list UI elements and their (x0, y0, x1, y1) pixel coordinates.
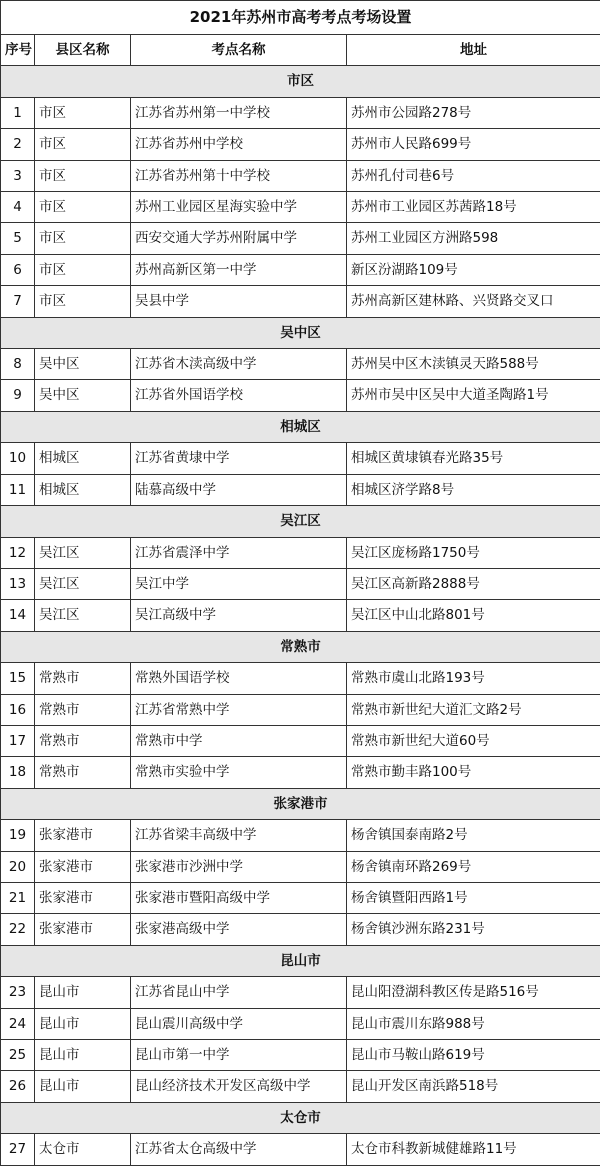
group-header-row (1, 317, 600, 348)
cell-district: 相城区 (35, 443, 131, 474)
cell-address: 常熟市虞山北路193号 (347, 663, 600, 694)
cell-school: 江苏省震泽中学 (131, 537, 347, 568)
cell-district: 昆山市 (35, 977, 131, 1008)
cell-district: 市区 (35, 129, 131, 160)
cell-address: 杨舍镇沙洲东路231号 (347, 914, 600, 945)
cell-no: 1 (1, 97, 35, 128)
cell-no: 7 (1, 286, 35, 317)
group-name: 市区 (1, 66, 600, 97)
cell-school: 吴县中学 (131, 286, 347, 317)
header-school: 考点名称 (131, 35, 347, 66)
table-row (1, 192, 600, 223)
cell-no: 8 (1, 349, 35, 380)
table-row (1, 129, 600, 160)
table-row (1, 349, 600, 380)
table-row (1, 97, 600, 128)
cell-district: 市区 (35, 160, 131, 191)
cell-address: 吴江区高新路2888号 (347, 568, 600, 599)
cell-district: 市区 (35, 192, 131, 223)
cell-school: 常熟市实验中学 (131, 757, 347, 788)
table-row (1, 914, 600, 945)
table-row (1, 600, 600, 631)
cell-district: 张家港市 (35, 882, 131, 913)
table-row (1, 977, 600, 1008)
table-title: 2021年苏州市高考考点考场设置 (1, 1, 600, 35)
cell-district: 太仓市 (35, 1134, 131, 1165)
cell-address: 昆山阳澄湖科教区传是路516号 (347, 977, 600, 1008)
cell-address: 昆山开发区南浜路518号 (347, 1071, 600, 1102)
table-row (1, 1071, 600, 1102)
cell-no: 9 (1, 380, 35, 411)
cell-district: 相城区 (35, 474, 131, 505)
cell-district: 昆山市 (35, 1040, 131, 1071)
cell-no: 12 (1, 537, 35, 568)
group-header-row (1, 411, 600, 442)
cell-district: 吴江区 (35, 600, 131, 631)
table-row (1, 380, 600, 411)
cell-school: 张家港高级中学 (131, 914, 347, 945)
cell-school: 江苏省木渎高级中学 (131, 349, 347, 380)
group-name: 昆山市 (1, 945, 600, 976)
cell-address: 苏州工业园区方洲路598 (347, 223, 600, 254)
cell-address: 苏州孔付司巷6号 (347, 160, 600, 191)
cell-no: 17 (1, 725, 35, 756)
cell-no: 16 (1, 694, 35, 725)
group-header-row (1, 631, 600, 662)
cell-address: 吴江区庞杨路1750号 (347, 537, 600, 568)
group-name: 吴中区 (1, 317, 600, 348)
table-row (1, 1008, 600, 1039)
cell-district: 吴中区 (35, 349, 131, 380)
cell-address: 相城区黄埭镇春光路35号 (347, 443, 600, 474)
cell-district: 常熟市 (35, 725, 131, 756)
cell-address: 昆山市马鞍山路619号 (347, 1040, 600, 1071)
cell-district: 市区 (35, 223, 131, 254)
cell-address: 苏州市公园路278号 (347, 97, 600, 128)
cell-district: 昆山市 (35, 1008, 131, 1039)
table-row (1, 474, 600, 505)
cell-school: 江苏省苏州第十中学校 (131, 160, 347, 191)
cell-school: 常熟外国语学校 (131, 663, 347, 694)
cell-district: 吴中区 (35, 380, 131, 411)
table-row (1, 443, 600, 474)
cell-district: 市区 (35, 97, 131, 128)
cell-address: 常熟市勤丰路100号 (347, 757, 600, 788)
cell-address: 常熟市新世纪大道汇文路2号 (347, 694, 600, 725)
cell-district: 张家港市 (35, 820, 131, 851)
table-row (1, 1040, 600, 1071)
group-header-row (1, 66, 600, 97)
cell-school: 常熟市中学 (131, 725, 347, 756)
cell-school: 吴江高级中学 (131, 600, 347, 631)
cell-no: 4 (1, 192, 35, 223)
group-name: 常熟市 (1, 631, 600, 662)
cell-school: 江苏省太仓高级中学 (131, 1134, 347, 1165)
cell-no: 22 (1, 914, 35, 945)
cell-no: 25 (1, 1040, 35, 1071)
table-row (1, 1134, 600, 1165)
cell-address: 苏州高新区建林路、兴贤路交叉口 (347, 286, 600, 317)
cell-district: 常熟市 (35, 694, 131, 725)
cell-district: 常熟市 (35, 663, 131, 694)
cell-school: 江苏省外国语学校 (131, 380, 347, 411)
cell-school: 江苏省苏州中学校 (131, 129, 347, 160)
table-row (1, 160, 600, 191)
cell-school: 苏州高新区第一中学 (131, 254, 347, 285)
cell-no: 10 (1, 443, 35, 474)
cell-district: 吴江区 (35, 537, 131, 568)
cell-school: 吴江中学 (131, 568, 347, 599)
table-row (1, 725, 600, 756)
cell-school: 陆慕高级中学 (131, 474, 347, 505)
cell-no: 14 (1, 600, 35, 631)
cell-school: 张家港市暨阳高级中学 (131, 882, 347, 913)
cell-district: 常熟市 (35, 757, 131, 788)
cell-no: 19 (1, 820, 35, 851)
cell-no: 5 (1, 223, 35, 254)
group-header-row (1, 506, 600, 537)
cell-no: 26 (1, 1071, 35, 1102)
table-row (1, 223, 600, 254)
cell-school: 江苏省黄埭中学 (131, 443, 347, 474)
table-row (1, 663, 600, 694)
title-row (1, 1, 600, 35)
cell-district: 吴江区 (35, 568, 131, 599)
table-row (1, 286, 600, 317)
cell-no: 18 (1, 757, 35, 788)
cell-no: 3 (1, 160, 35, 191)
group-name: 太仓市 (1, 1102, 600, 1133)
cell-district: 市区 (35, 286, 131, 317)
header-row (1, 35, 600, 66)
cell-school: 张家港市沙洲中学 (131, 851, 347, 882)
cell-school: 昆山震川高级中学 (131, 1008, 347, 1039)
table-row (1, 537, 600, 568)
cell-no: 15 (1, 663, 35, 694)
cell-school: 江苏省梁丰高级中学 (131, 820, 347, 851)
cell-school: 江苏省常熟中学 (131, 694, 347, 725)
group-name: 相城区 (1, 411, 600, 442)
cell-school: 昆山经济技术开发区高级中学 (131, 1071, 347, 1102)
table-row (1, 882, 600, 913)
cell-district: 张家港市 (35, 914, 131, 945)
cell-district: 市区 (35, 254, 131, 285)
cell-school: 昆山市第一中学 (131, 1040, 347, 1071)
cell-no: 24 (1, 1008, 35, 1039)
cell-address: 太仓市科教新城健雄路11号 (347, 1134, 600, 1165)
table-row (1, 254, 600, 285)
group-header-row (1, 1102, 600, 1133)
cell-no: 20 (1, 851, 35, 882)
table-row (1, 820, 600, 851)
cell-address: 苏州吴中区木渎镇灵天路588号 (347, 349, 600, 380)
cell-address: 杨舍镇暨阳西路1号 (347, 882, 600, 913)
cell-no: 13 (1, 568, 35, 599)
cell-no: 6 (1, 254, 35, 285)
cell-address: 吴江区中山北路801号 (347, 600, 600, 631)
cell-school: 苏州工业园区星海实验中学 (131, 192, 347, 223)
header-district: 县区名称 (35, 35, 131, 66)
cell-address: 昆山市震川东路988号 (347, 1008, 600, 1039)
table-row (1, 851, 600, 882)
cell-district: 张家港市 (35, 851, 131, 882)
header-address: 地址 (347, 35, 600, 66)
table-row (1, 757, 600, 788)
cell-no: 2 (1, 129, 35, 160)
table-row (1, 694, 600, 725)
cell-no: 27 (1, 1134, 35, 1165)
table-body (1, 66, 600, 1165)
cell-address: 杨舍镇南环路269号 (347, 851, 600, 882)
cell-address: 杨舍镇国泰南路2号 (347, 820, 600, 851)
group-name: 张家港市 (1, 788, 600, 819)
cell-address: 苏州市吴中区吴中大道圣陶路1号 (347, 380, 600, 411)
cell-no: 23 (1, 977, 35, 1008)
table-row (1, 568, 600, 599)
cell-no: 11 (1, 474, 35, 505)
cell-school: 西安交通大学苏州附属中学 (131, 223, 347, 254)
cell-address: 常熟市新世纪大道60号 (347, 725, 600, 756)
cell-district: 昆山市 (35, 1071, 131, 1102)
cell-school: 江苏省昆山中学 (131, 977, 347, 1008)
group-name: 吴江区 (1, 506, 600, 537)
cell-school: 江苏省苏州第一中学校 (131, 97, 347, 128)
cell-address: 相城区济学路8号 (347, 474, 600, 505)
header-no: 序号 (1, 35, 35, 66)
cell-address: 苏州市人民路699号 (347, 129, 600, 160)
cell-address: 苏州市工业园区苏茜路18号 (347, 192, 600, 223)
cell-no: 21 (1, 882, 35, 913)
group-header-row (1, 945, 600, 976)
group-header-row (1, 788, 600, 819)
cell-address: 新区汾湖路109号 (347, 254, 600, 285)
